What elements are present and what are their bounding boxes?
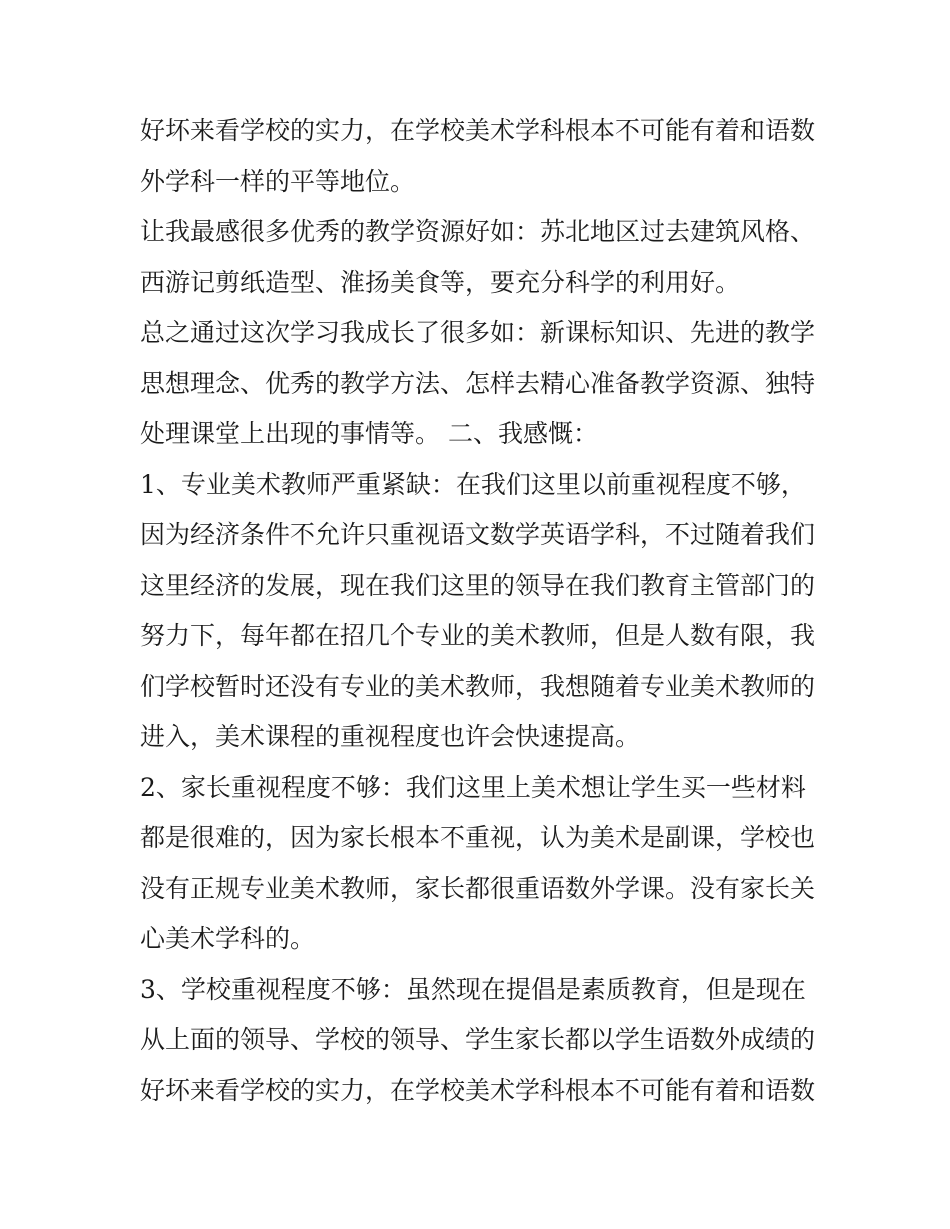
text-line: 思想理念、优秀的教学方法、怎样去精心准备教学资源、独特: [140, 368, 816, 398]
text-line: 总之通过这次学习我成长了很多如：新课标知识、先进的教学: [140, 318, 816, 347]
text-line: 从上面的领导、学校的领导、学生家长都以学生语数外成绩的: [140, 1025, 816, 1054]
text-line: 西游记剪纸造型、淮扬美食等，要充分科学的利用好。: [140, 267, 741, 297]
text-line: 没有正规专业美术教师，家长都很重语数外学课。没有家长关: [140, 873, 816, 903]
text-line: 这里经济的发展，现在我们这里的领导在我们教育主管部门的: [140, 570, 816, 600]
text-line: 因为经济条件不允许只重视语文数学英语学科，不过随着我们: [140, 520, 816, 549]
document-body: [140, 106, 820, 1116]
text-line: 好坏来看学校的实力，在学校美术学科根本不可能有着和语数: [140, 116, 816, 145]
text-line: 心美术学科的。: [140, 924, 316, 953]
text-line: 让我最感很多优秀的教学资源好如：苏北地区过去建筑风格、: [140, 217, 816, 246]
text-line: 们学校暂时还没有专业的美术教师，我想随着专业美术教师的: [140, 671, 816, 701]
text-line: 进入，美术课程的重视程度也许会快速提高。: [140, 722, 641, 751]
text-line: 努力下，每年都在招几个专业的美术教师，但是人数有限，我: [140, 621, 816, 650]
text-line: 1、专业美术教师严重紧缺：在我们这里以前重视程度不够，: [140, 469, 806, 499]
text-line: 3、学校重视程度不够：虽然现在提倡是素质教育，但是现在: [140, 974, 806, 1004]
text-line: 2、家长重视程度不够：我们这里上美术想让学生买一些材料: [140, 772, 806, 802]
text-line: 处理课堂上出现的事情等。 二、我感慨：: [140, 419, 598, 448]
text-line: 都是很难的，因为家长根本不重视，认为美术是副课，学校也: [140, 823, 816, 852]
text-line: 外学科一样的平等地位。: [140, 166, 416, 196]
text-line: 好坏来看学校的实力，在学校美术学科根本不可能有着和语数: [140, 1075, 816, 1105]
